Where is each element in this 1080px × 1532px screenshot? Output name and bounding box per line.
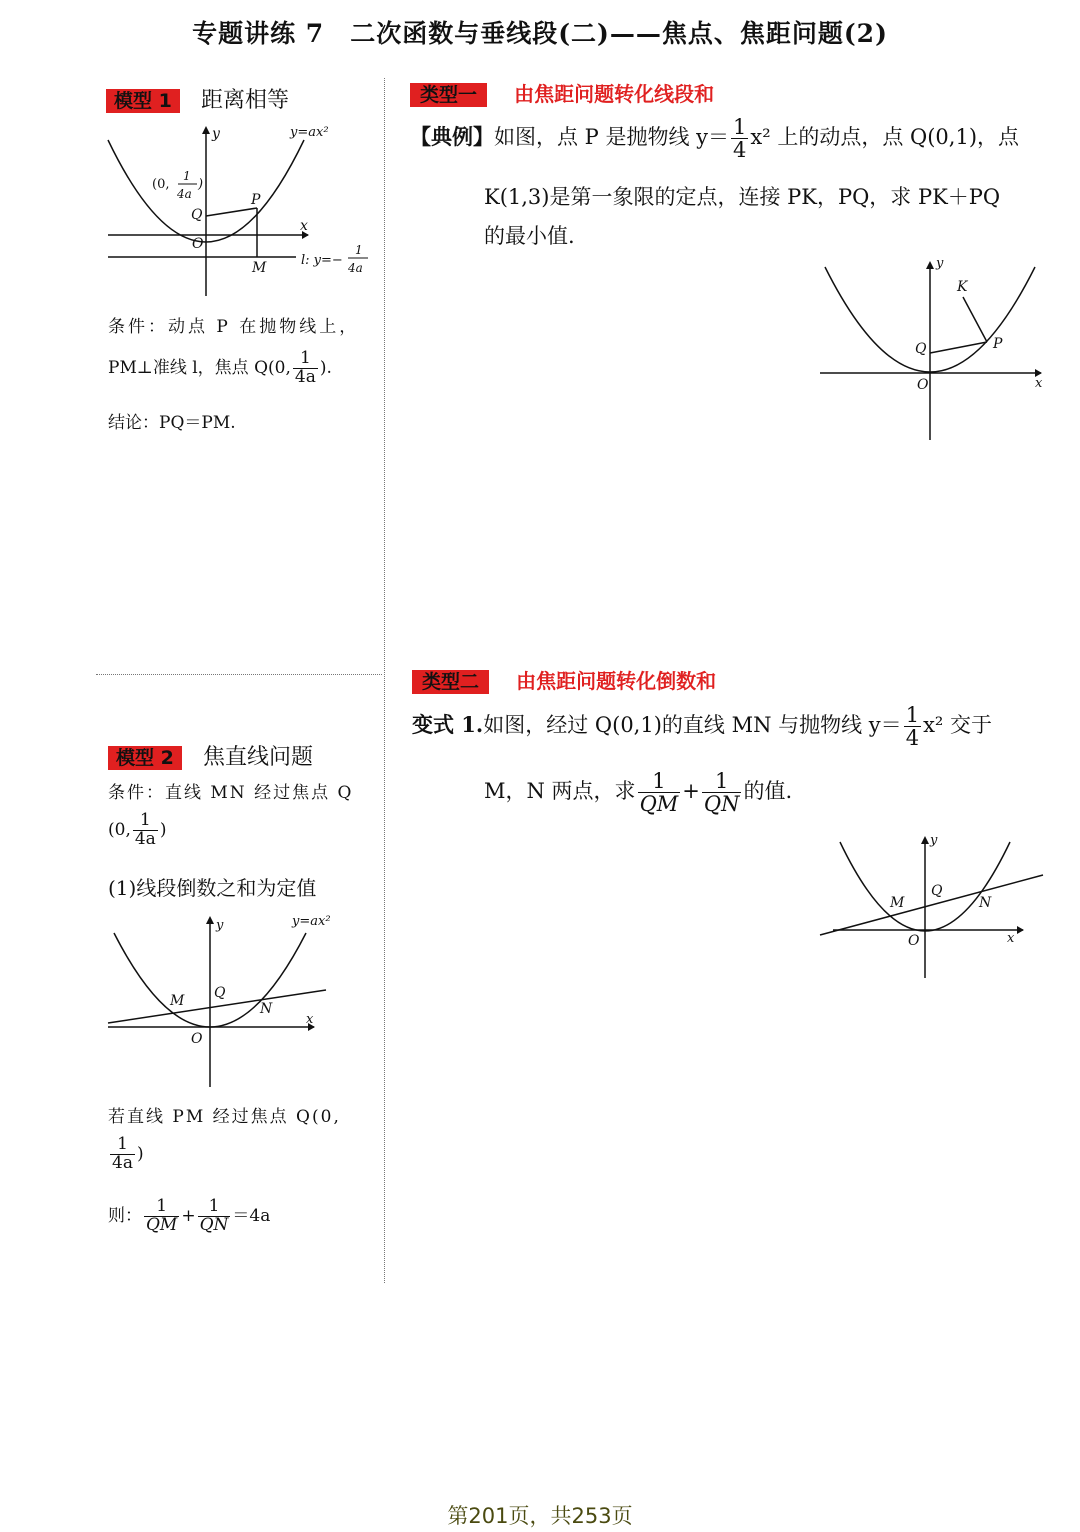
type2-line1: 变式 1.如图，经过 Q(0,1)的直线 MN 与抛物线 y＝ $\frac{1}{4}$ x² 交于 bbox=[412, 703, 992, 751]
curve-label: y=ax² bbox=[290, 125, 329, 140]
o-label: O bbox=[192, 236, 204, 252]
segment-pk bbox=[963, 297, 987, 342]
section-divider bbox=[96, 674, 382, 675]
type1-heading: 由焦距问题转化线段和 bbox=[514, 82, 715, 106]
svg-text:M: M bbox=[170, 993, 185, 1009]
svg-text:M: M bbox=[890, 895, 905, 911]
svg-text:O: O bbox=[908, 933, 920, 949]
type2-header bbox=[412, 665, 716, 694]
svg-text:4a: 4a bbox=[348, 261, 363, 275]
type1-header bbox=[410, 78, 714, 107]
svg-text:Q: Q bbox=[214, 985, 226, 1001]
svg-text:N: N bbox=[260, 1001, 273, 1017]
segment-pq bbox=[930, 342, 987, 353]
q-label: Q bbox=[191, 207, 203, 223]
type1-line1: 【典例】如图，点 P 是抛物线 y＝ $\frac{1}{4}$ x² 上的动点，点 Q(0,1)，点 bbox=[410, 115, 1020, 163]
m-label: M bbox=[252, 260, 267, 276]
model2-note-frac: $\frac{1}{4a}$ ) bbox=[112, 1134, 144, 1173]
svg-text:Q: Q bbox=[931, 883, 943, 899]
p-label: P bbox=[251, 192, 261, 208]
svg-text:Q: Q bbox=[915, 341, 927, 357]
type2-tag: 类型二 bbox=[412, 670, 489, 694]
model2-cond1: 条件：直线 MN 经过焦点 Q bbox=[108, 783, 354, 803]
x-label: x bbox=[300, 218, 308, 234]
model1-cond2: PM⊥准线 l，焦点 Q(0, $\frac{1}{4a}$ ). bbox=[108, 348, 332, 387]
model1-header bbox=[106, 83, 289, 114]
svg-text:K: K bbox=[957, 279, 968, 295]
svg-text:y: y bbox=[936, 256, 944, 271]
svg-text:y=ax²: y=ax² bbox=[292, 914, 331, 929]
column-divider bbox=[384, 78, 385, 1283]
model2-graph bbox=[100, 905, 380, 1095]
svg-text:): ) bbox=[198, 177, 204, 192]
model2-cond2: (0, $\frac{1}{4a}$ ) bbox=[108, 810, 167, 849]
frac-num: 1 bbox=[183, 169, 191, 183]
y-label: y bbox=[212, 126, 220, 142]
model2-sub1: (1)线段倒数之和为定值 bbox=[108, 876, 317, 900]
directrix-label: l: y=− bbox=[301, 253, 343, 268]
type2-graph bbox=[815, 830, 1055, 985]
svg-text:y: y bbox=[216, 918, 224, 933]
type2-heading: 由焦距问题转化倒数和 bbox=[516, 669, 717, 693]
svg-text:x: x bbox=[306, 1012, 314, 1027]
model1-graph bbox=[100, 118, 380, 298]
page-number: 第201页，共253页 bbox=[447, 1504, 633, 1528]
model2-result: 则： $\frac{1}{QM}$ + $\frac{1}{QN}$ ＝4a bbox=[108, 1196, 271, 1235]
svg-text:O: O bbox=[917, 377, 929, 393]
frac-den: 4a bbox=[177, 187, 192, 201]
type1-line2: K(1,3)是第一象限的定点，连接 PK，PQ，求 PK＋PQ bbox=[484, 185, 1001, 209]
type1-graph bbox=[815, 255, 1055, 445]
model2-header bbox=[108, 740, 313, 771]
model2-tag: 模型 2 bbox=[108, 746, 182, 770]
model2-note: 若直线 PM 经过焦点 Q(0, bbox=[108, 1107, 341, 1127]
type1-line3: 的最小值. bbox=[484, 224, 575, 248]
svg-text:x: x bbox=[1007, 931, 1015, 946]
model1-tag: 模型 1 bbox=[106, 89, 180, 113]
model1-cond1: 条件：动点 P 在抛物线上， bbox=[108, 317, 360, 337]
svg-text:P: P bbox=[993, 336, 1003, 352]
svg-text:1: 1 bbox=[355, 243, 363, 257]
model1-conclusion: 结论：PQ＝PM. bbox=[108, 413, 236, 433]
model1-name: 距离相等 bbox=[200, 88, 289, 113]
segment-pq bbox=[206, 208, 257, 216]
svg-text:N: N bbox=[979, 895, 992, 911]
svg-text:O: O bbox=[191, 1031, 203, 1047]
type2-line2: M，N 两点，求 $\frac{1}{QM}$ + $\frac{1}{QN}$ 的值. bbox=[484, 769, 793, 817]
page-title: 专题讲练 7 二次函数与垂线段(二)——焦点、焦距问题(2) bbox=[192, 19, 888, 48]
svg-text:y: y bbox=[930, 833, 938, 848]
svg-text:x: x bbox=[1035, 376, 1043, 391]
type1-tag: 类型一 bbox=[410, 83, 487, 107]
focus-label: (0, bbox=[152, 177, 170, 192]
model2-name: 焦直线问题 bbox=[202, 745, 313, 770]
